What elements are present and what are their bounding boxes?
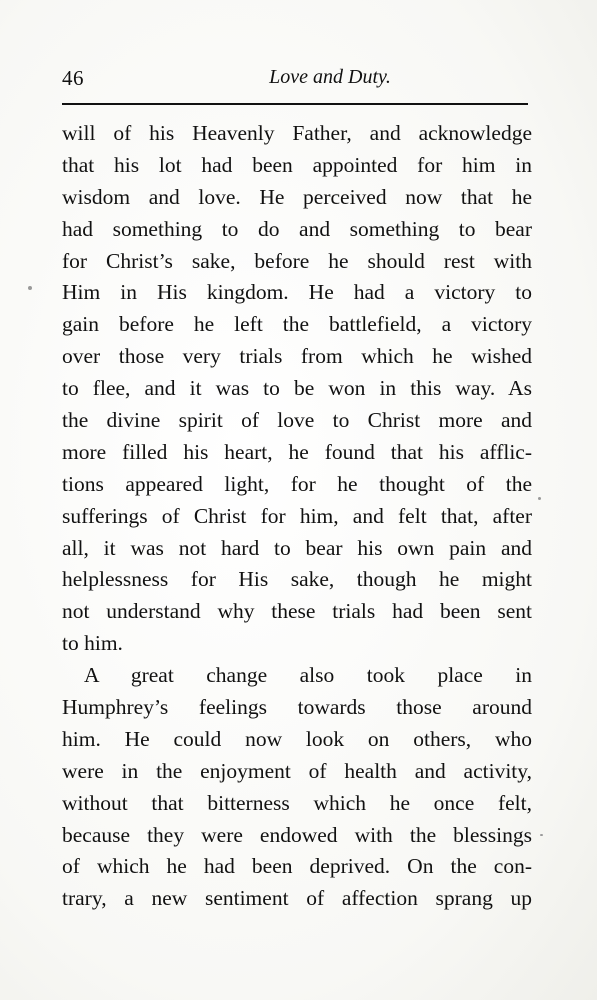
paragraph-2 (62, 660, 532, 915)
text-line: trary, a new sentiment of affection sprang up (62, 886, 532, 911)
paper-speck (28, 286, 32, 290)
paper-speck (540, 834, 543, 836)
text-line: Humphrey’s feelings towards those around (62, 695, 532, 720)
text-line: will of his Heavenly Father, and acknowledge (62, 121, 532, 145)
text-line: sufferings of Christ for him, and felt that, after (62, 503, 532, 528)
text-line: helplessness for His sake, though he might (62, 567, 532, 592)
paper-speck (538, 497, 541, 500)
text-line: A great change also took place in (84, 663, 532, 688)
text-line: were in the enjoyment of health and activity, (62, 758, 532, 783)
text-line: without that bitterness which he once felt, (62, 790, 532, 815)
text-line: to flee, and it was to be won in this way. As (62, 376, 532, 401)
text-line: more filled his heart, he found that his afflic- (62, 439, 532, 464)
text-line: for Christ’s sake, before he should rest with (62, 248, 532, 273)
text-line: over those very trials from which he wished (62, 344, 532, 369)
text-line: Him in His kingdom. He had a victory to (62, 280, 532, 305)
text-line: gain before he left the battlefield, a victory (62, 312, 532, 337)
text-line: the divine spirit of love to Christ more and (62, 408, 532, 433)
text-line: to him. (62, 631, 123, 656)
text-line: because they were endowed with the blessings (62, 822, 532, 847)
page-header (62, 66, 528, 96)
running-title: Love and Duty. (269, 66, 391, 88)
text-line: all, it was not hard to bear his own pain and (62, 535, 532, 560)
text-line: had something to do and something to bear (62, 216, 532, 241)
text-line: of which he had been deprived. On the con- (62, 854, 532, 879)
text-line: not understand why these trials had been sent (62, 599, 532, 624)
text-line: that his lot had been appointed for him in (62, 152, 532, 177)
text-line: tions appeared light, for he thought of the (62, 471, 532, 496)
page-number: 46 (62, 66, 84, 90)
text-line: wisdom and love. He perceived now that he (62, 184, 532, 209)
body-text (62, 118, 532, 915)
paragraph-1 (62, 118, 532, 660)
text-line: him. He could now look on others, who (62, 726, 532, 751)
header-rule (62, 103, 528, 105)
